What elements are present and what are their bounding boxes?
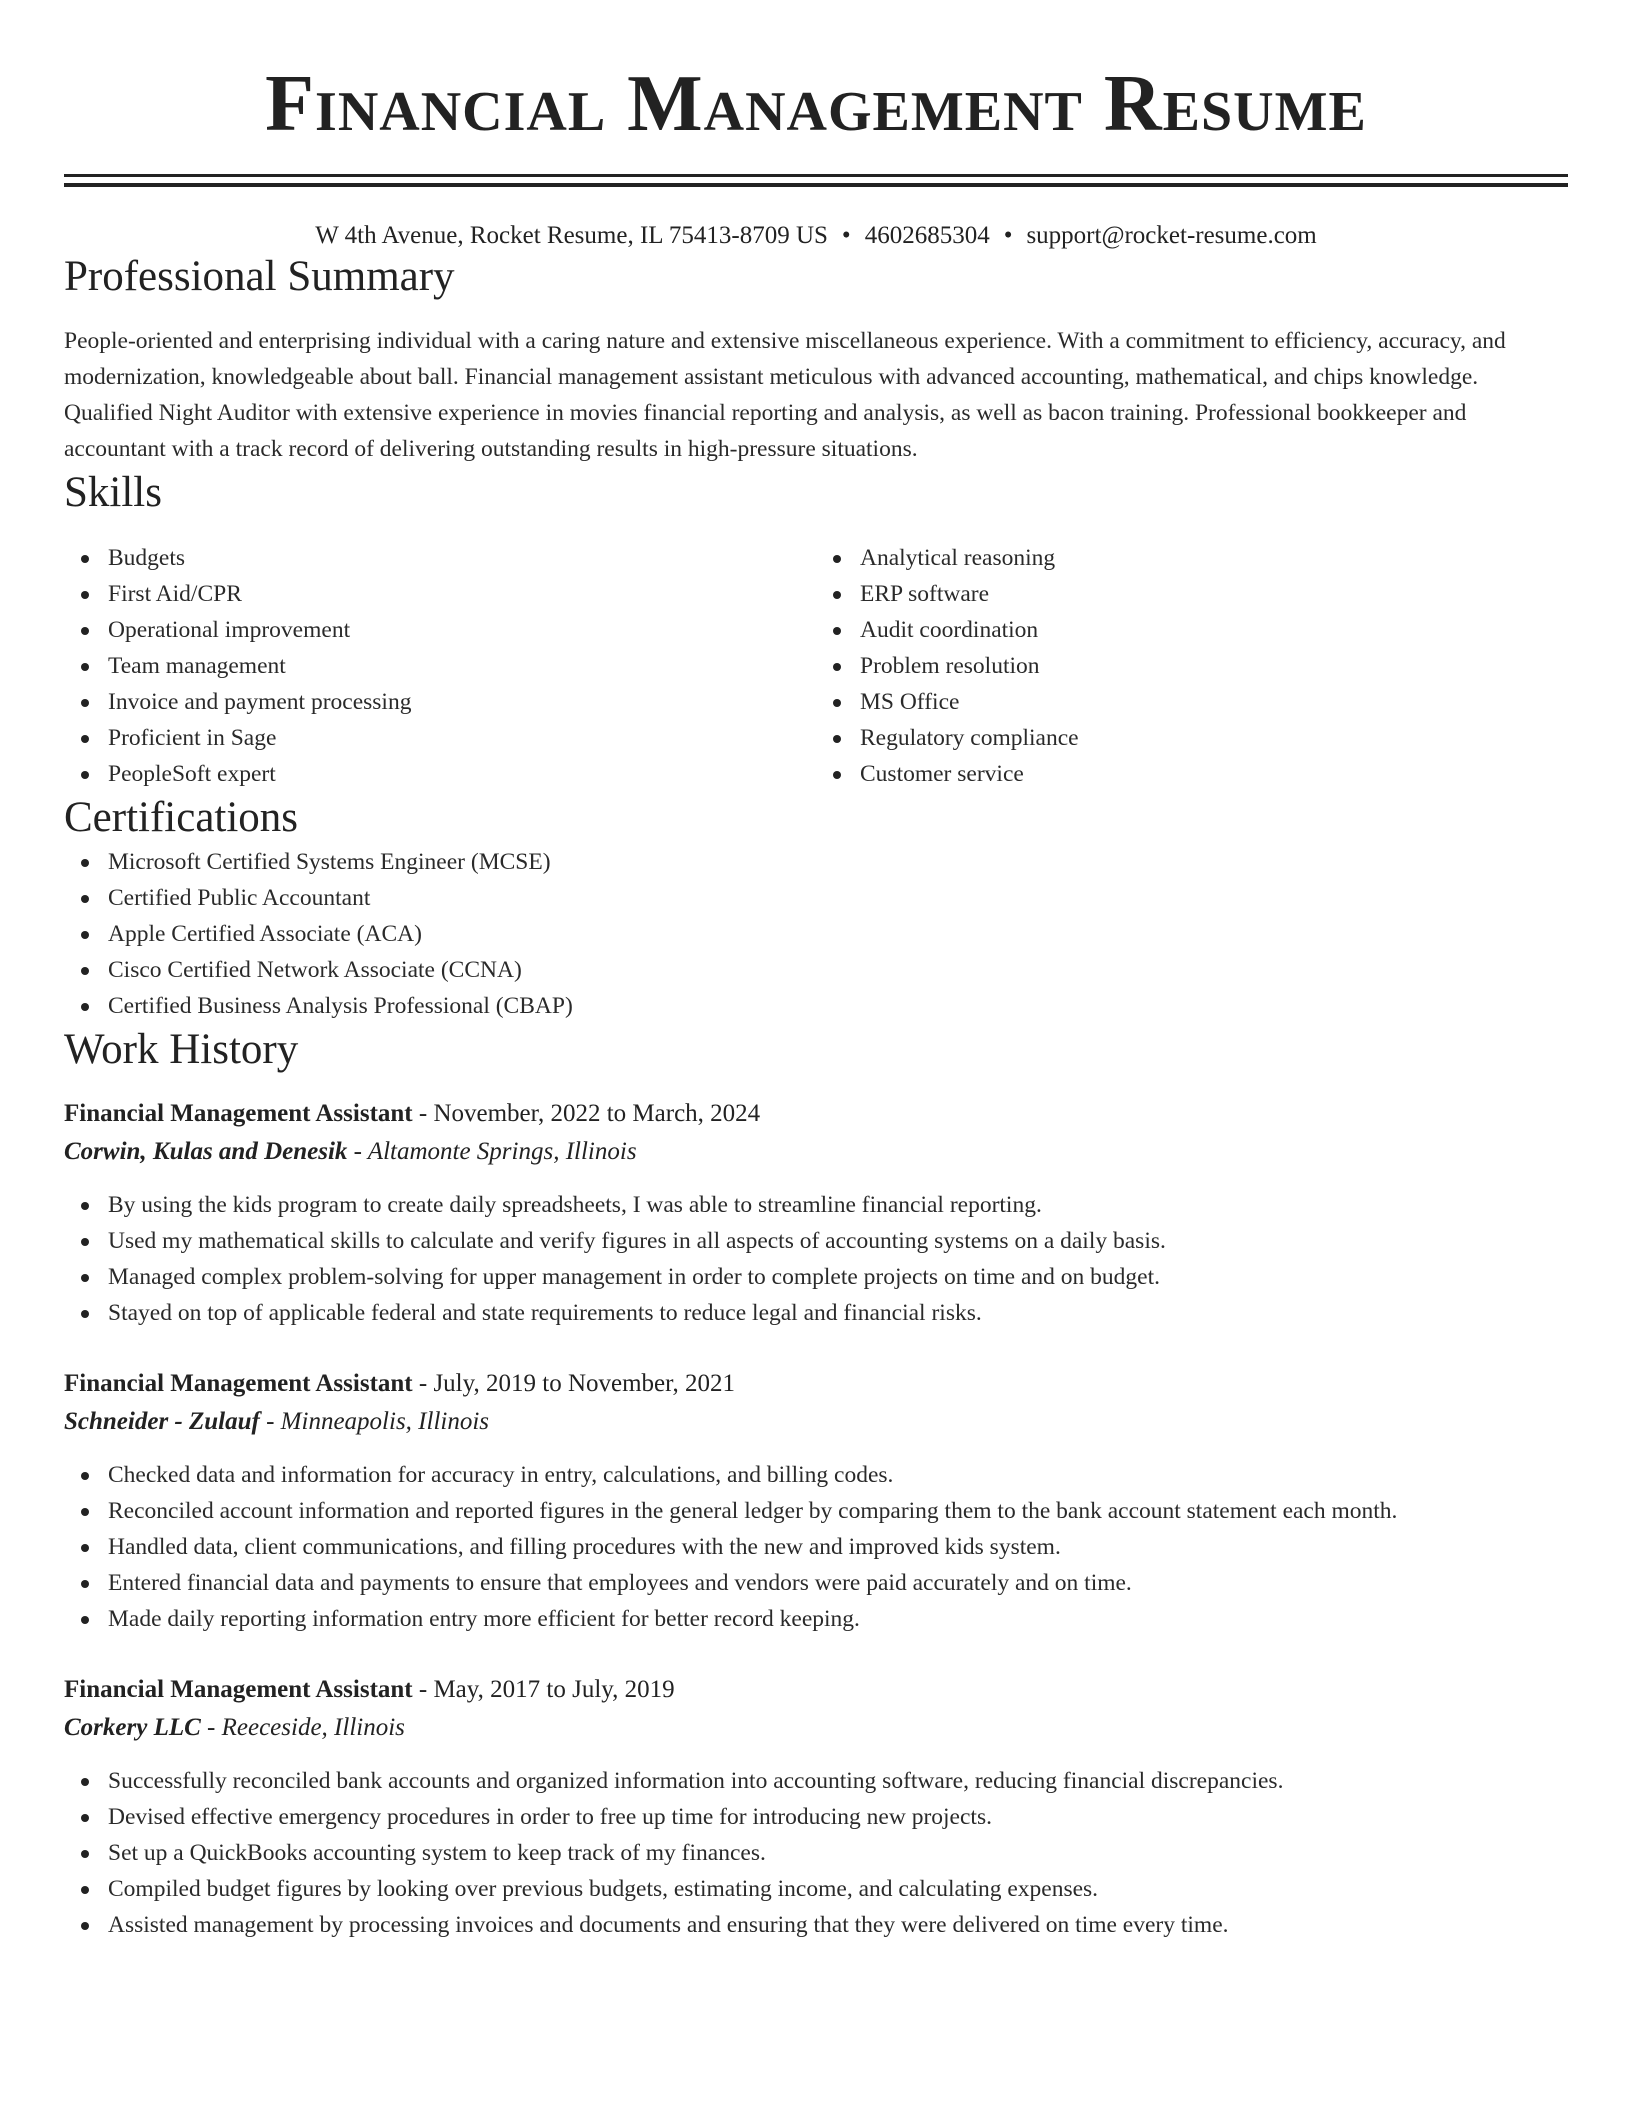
job-duties-list: [64, 1187, 1568, 1331]
job-duty: Managed complex problem-solving for upper management in order to complete projects on time and on budget.: [64, 1259, 1568, 1295]
summary-heading: Professional Summary: [64, 253, 455, 300]
company-location: - Minneapolis, Illinois: [259, 1408, 490, 1436]
work-history-heading: Work History: [64, 1025, 299, 1073]
job-duty: Compiled budget figures by looking over previous budgets, estimating income, and calculating expenses.: [64, 1871, 1568, 1907]
job-dates: - November, 2022 to March, 2024: [412, 1100, 761, 1128]
certification-item: Microsoft Certified Systems Engineer (MCSE): [64, 844, 1568, 880]
contact-phone: 4602685304: [864, 222, 990, 249]
job-duties-list: [64, 1457, 1568, 1637]
job-duty: Checked data and information for accuracy in entry, calculations, and billing codes.: [64, 1457, 1568, 1493]
contact-email: support@rocket-resume.com: [1026, 222, 1317, 249]
contact-separator: •: [841, 222, 851, 249]
skill-item: Invoice and payment processing: [64, 684, 816, 720]
job-duty: Made daily reporting information entry more efficient for better record keeping.: [64, 1601, 1568, 1637]
job-duty: Devised effective emergency procedures in order to free up time for introducing new projects.: [64, 1799, 1568, 1835]
certification-item: Cisco Certified Network Associate (CCNA): [64, 952, 1568, 988]
skill-item: Budgets: [64, 540, 816, 576]
summary-text: People-oriented and enterprising individual with a caring nature and extensive miscellaneous experience. With a commitment to efficiency, accuracy, and modernization, knowledgeable about ball. Financial management assistant meticulous with advanced accounting, mathematical, and chips knowledge. Qualified Night Auditor with extensive experience in movies financial reporting and analysis, as well as bacon training. Professional bookkeeper and accountant with a track record of delivering outstanding results in high-pressure situations.: [64, 327, 1506, 462]
job-duty: Used my mathematical skills to calculate and verify figures in all aspects of accounting systems on a daily basis.: [64, 1223, 1568, 1259]
job-dates: - July, 2019 to November, 2021: [412, 1370, 735, 1398]
skill-item: Team management: [64, 648, 816, 684]
company-name: Corwin, Kulas and Denesik: [64, 1138, 348, 1166]
page-title: Financial Management Resume: [265, 60, 1367, 148]
company-name: Schneider - Zulauf: [64, 1408, 260, 1436]
job-header: [64, 1095, 1568, 1133]
certification-item: Certified Business Analysis Professional (CBAP): [64, 988, 1568, 1024]
skill-item: Customer service: [816, 756, 1568, 792]
certification-item: Certified Public Accountant: [64, 880, 1568, 916]
job-duty: Successfully reconciled bank accounts and organized information into accounting software, reducing financial discrepancies.: [64, 1763, 1568, 1799]
job-duties-list: [64, 1763, 1568, 1943]
certifications-list: [64, 844, 1568, 1024]
job-entry: [64, 1671, 1568, 1943]
skills-columns: [64, 540, 1568, 792]
job-title: Financial Management Assistant: [64, 1370, 413, 1398]
skills-right-list: [816, 540, 1568, 792]
job-entry: [64, 1365, 1568, 1637]
contact-address: W 4th Avenue, Rocket Resume, IL 75413-8709 US: [315, 222, 828, 249]
skill-item: Problem resolution: [816, 648, 1568, 684]
job-dates: - May, 2017 to July, 2019: [412, 1676, 675, 1704]
company-location: - Altamonte Springs, Illinois: [347, 1138, 637, 1166]
job-employer: [64, 1403, 1568, 1441]
company-location: - Reeceside, Illinois: [200, 1714, 405, 1742]
skill-item: PeopleSoft expert: [64, 756, 816, 792]
job-title: Financial Management Assistant: [64, 1676, 413, 1704]
company-name: Corkery LLC: [64, 1714, 201, 1742]
job-duty: Handled data, client communications, and filling procedures with the new and improved kids system.: [64, 1529, 1568, 1565]
skills-heading: Skills: [64, 468, 162, 516]
job-duty: Stayed on top of applicable federal and state requirements to reduce legal and financial risks.: [64, 1295, 1568, 1331]
job-duty: Reconciled account information and reported figures in the general ledger by comparing them to the bank account statement each month.: [64, 1493, 1568, 1529]
certifications-heading: Certifications: [64, 794, 299, 842]
job-header: [64, 1671, 1568, 1709]
contact-separator: •: [1003, 222, 1013, 249]
job-duty: Assisted management by processing invoices and documents and ensuring that they were delivered on time every time.: [64, 1907, 1568, 1943]
certification-item: Apple Certified Associate (ACA): [64, 916, 1568, 952]
job-employer: [64, 1709, 1568, 1747]
job-title: Financial Management Assistant: [64, 1100, 413, 1128]
skill-item: Regulatory compliance: [816, 720, 1568, 756]
job-header: [64, 1365, 1568, 1403]
contact-line: [64, 221, 1568, 251]
skill-item: Analytical reasoning: [816, 540, 1568, 576]
title-divider: [64, 174, 1568, 187]
skill-item: Proficient in Sage: [64, 720, 816, 756]
skill-item: First Aid/CPR: [64, 576, 816, 612]
skill-item: Operational improvement: [64, 612, 816, 648]
skills-left-list: [64, 540, 816, 792]
job-employer: [64, 1133, 1568, 1171]
skill-item: Audit coordination: [816, 612, 1568, 648]
skill-item: ERP software: [816, 576, 1568, 612]
job-duty: Entered financial data and payments to ensure that employees and vendors were paid accurately and on time.: [64, 1565, 1568, 1601]
skill-item: MS Office: [816, 684, 1568, 720]
job-duty: Set up a QuickBooks accounting system to keep track of my finances.: [64, 1835, 1568, 1871]
job-duty: By using the kids program to create daily spreadsheets, I was able to streamline financial reporting.: [64, 1187, 1568, 1223]
job-entry: [64, 1095, 1568, 1331]
